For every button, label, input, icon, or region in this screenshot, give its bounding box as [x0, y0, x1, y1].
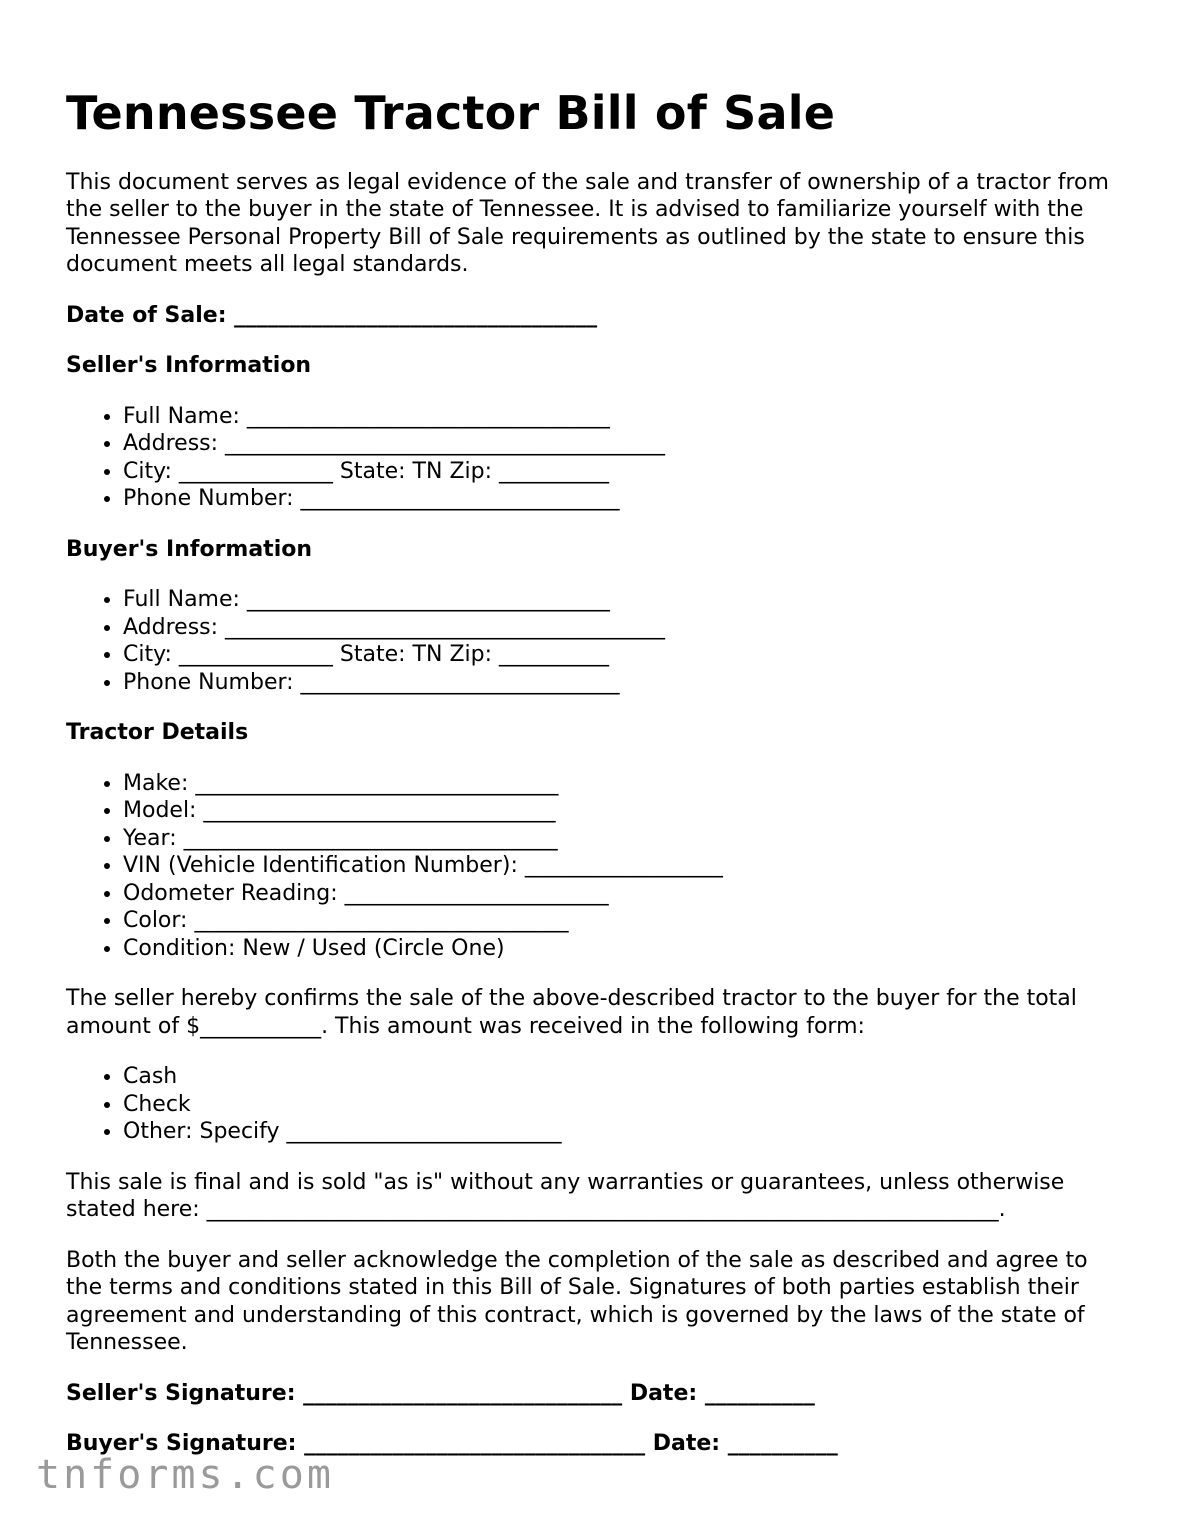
tractor-odometer-field[interactable]: • Odometer Reading: ________________________ [123, 880, 1126, 908]
intro-paragraph: This document serves as legal evidence of the sale and transfer of ownership of a tractor from the seller to the buyer in the state of Tennessee. It is advised to familiarize yourself with the Tennessee Personal Property Bill of Sale requirements as outlined by the state to ensure this document meets all legal standards. [66, 169, 1109, 278]
buyer-phone-field[interactable]: • Phone Number: _____________________________ [123, 669, 1126, 697]
buyer-heading: Buyer's Information [66, 536, 313, 562]
document-page [66, 88, 1126, 1481]
payment-cash[interactable]: • Cash [123, 1063, 1126, 1091]
payment-list [66, 1063, 1126, 1146]
watermark: tnforms.com [36, 1452, 334, 1498]
buyer-signature-field[interactable]: Buyer's Signature: _______________________________ Date: __________ [66, 1431, 838, 1457]
buyer-full-name-field[interactable]: • Full Name: _________________________________ [123, 586, 1126, 614]
page-title: Tennessee Tractor Bill of Sale [66, 86, 836, 140]
payment-other-field[interactable]: • Other: Specify _________________________ [123, 1118, 1126, 1146]
date-of-sale-field[interactable]: Date of Sale: _________________________________ [66, 302, 598, 328]
tractor-condition-field[interactable]: • Condition: New / Used (Circle One) [123, 935, 1126, 963]
seller-heading: Seller's Information [66, 353, 312, 379]
tractor-model-field[interactable]: • Model: ________________________________ [123, 797, 1126, 825]
tractor-color-field[interactable]: • Color: __________________________________ [123, 907, 1126, 935]
seller-signature-field[interactable]: Seller's Signature: _____________________________ Date: __________ [66, 1380, 815, 1406]
seller-info-list [66, 403, 1126, 513]
tractor-details-list [66, 770, 1126, 963]
buyer-city-state-zip-field[interactable]: • City: ______________ State: TN Zip: __________ [123, 641, 1126, 669]
seller-full-name-field[interactable]: • Full Name: _________________________________ [123, 403, 1126, 431]
payment-check[interactable]: • Check [123, 1091, 1126, 1119]
amount-paragraph: The seller hereby confirms the sale of the above-described tractor to the buyer for the total amount of $___________. This amount was received in the following form: [66, 986, 1077, 1039]
buyer-address-field[interactable]: • Address: ________________________________________ [123, 614, 1126, 642]
tractor-year-field[interactable]: • Year: __________________________________ [123, 825, 1126, 853]
seller-phone-field[interactable]: • Phone Number: _____________________________ [123, 485, 1126, 513]
tractor-make-field[interactable]: • Make: _________________________________ [123, 770, 1126, 798]
seller-city-state-zip-field[interactable]: • City: ______________ State: TN Zip: __________ [123, 458, 1126, 486]
tractor-heading: Tractor Details [66, 720, 249, 746]
tractor-vin-field[interactable]: • VIN (Vehicle Identification Number): __________________ [123, 852, 1126, 880]
buyer-info-list [66, 586, 1126, 696]
acknowledge-paragraph: Both the buyer and seller acknowledge the completion of the sale as described and agree to the terms and conditions stated in this Bill of Sale. Signatures of both parties establish their agreement and understanding of this contract, which is governed by the laws of the state of Tennessee. [66, 1247, 1088, 1356]
seller-address-field[interactable]: • Address: ________________________________________ [123, 430, 1126, 458]
as-is-paragraph: This sale is final and is sold "as is" without any warranties or guarantees, unless otherwise stated here: ________________________________________________________________________. [66, 1169, 1065, 1223]
